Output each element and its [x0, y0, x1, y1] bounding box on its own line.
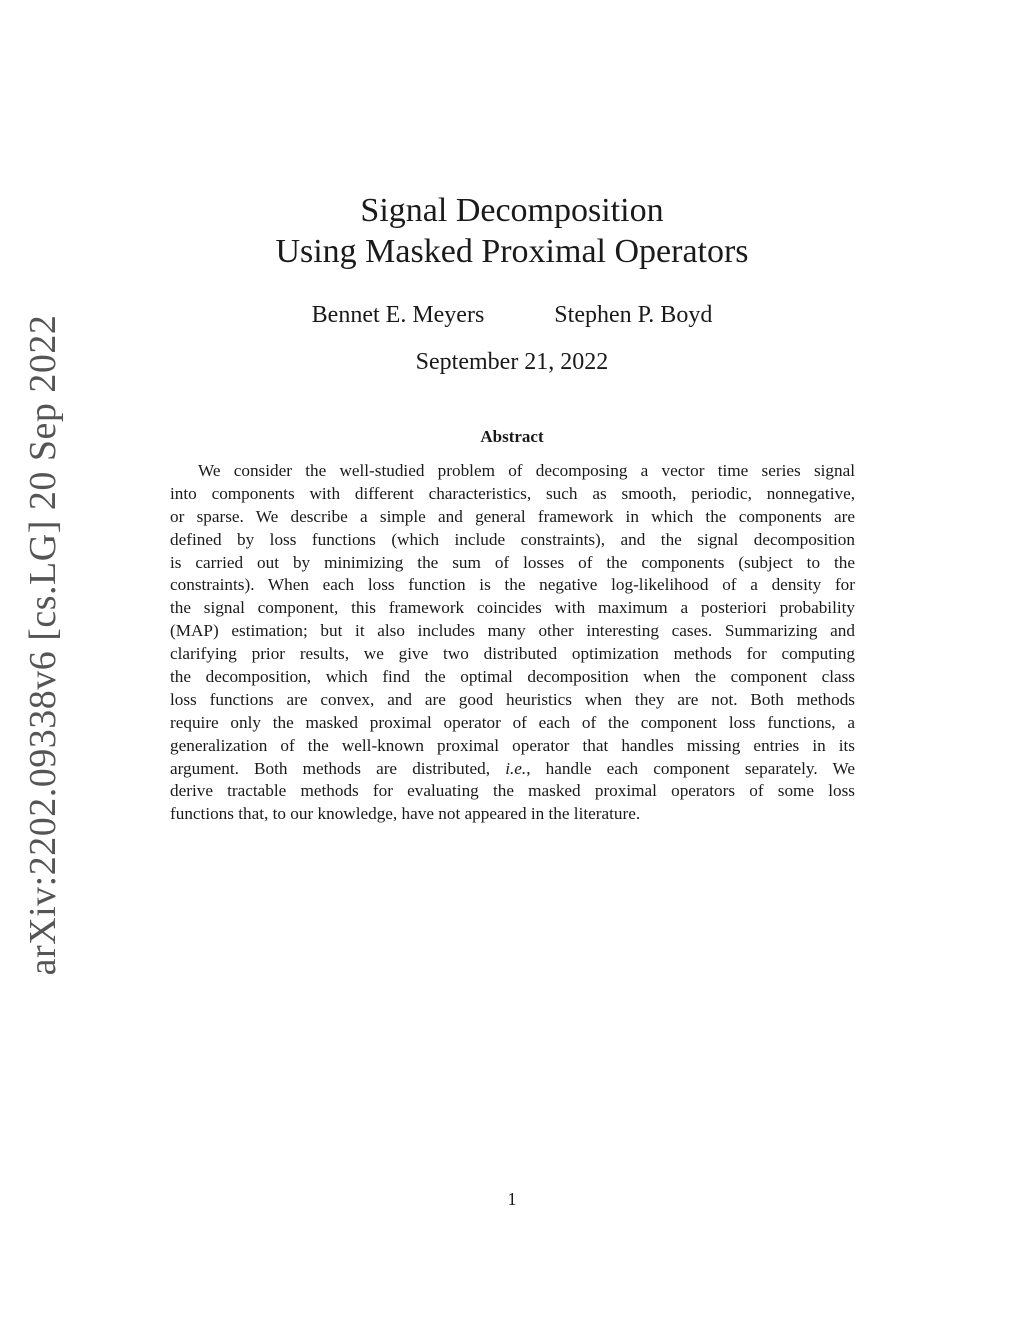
author-list — [0, 300, 1024, 330]
abstract-body — [170, 460, 855, 826]
abstract-text: argument. Both methods are distributed, — [170, 758, 506, 778]
abstract-line: constraints). When each loss function is the negative log-likelihood of a density for — [170, 575, 855, 595]
abstract-line: clarifying prior results, we give two distributed optimization methods for computing — [170, 644, 855, 664]
publication-date: September 21, 2022 — [415, 349, 609, 375]
abstract-line: defined by loss functions (which include constraints), and the signal decomposition — [170, 529, 855, 549]
page-number: 1 — [507, 1189, 517, 1209]
abstract-text: , handle each component separately. We — [526, 758, 856, 778]
author-2: Stephen P. Boyd — [554, 302, 713, 328]
author-1: Bennet E. Meyers — [311, 302, 485, 328]
abstract-line: loss functions are convex, and are good heuristics when they are not. Both methods — [170, 689, 855, 709]
abstract-line: functions that, to our knowledge, have not appeared in the literature. — [170, 804, 641, 824]
abstract-line-ie — [170, 758, 855, 781]
abstract-line: derive tractable methods for evaluating the masked proximal operators of some loss — [170, 781, 855, 801]
abstract-line: generalization of the well-known proximal operator that handles missing entries in its — [170, 735, 855, 755]
abstract-line: the decomposition, which find the optimal decomposition when the component class — [170, 667, 855, 687]
abstract-line: We consider the well-studied problem of decomposing a vector time series signal — [198, 461, 855, 480]
abstract-line: require only the masked proximal operator of each of the component loss functions, a — [170, 712, 855, 732]
paper-title-line-2: Using Masked Proximal Operators — [275, 233, 749, 270]
arxiv-identifier: arXiv:2202.09338v6 [cs.LG] 20 Sep 2022 — [22, 314, 64, 976]
abstract-line: (MAP) estimation; but it also includes many other interesting cases. Summarizing and — [170, 621, 855, 641]
abstract-heading: Abstract — [480, 427, 544, 446]
ie-italic: i.e. — [505, 758, 527, 778]
paper-title-line-1: Signal Decomposition — [360, 192, 664, 229]
abstract-line: is carried out by minimizing the sum of losses of the components (subject to the — [170, 552, 855, 572]
abstract-line: or sparse. We describe a simple and general framework in which the components are — [170, 506, 855, 526]
abstract-line: the signal component, this framework coincides with maximum a posteriori probability — [170, 598, 855, 618]
abstract-line: into components with different characteristics, such as smooth, periodic, nonnegative, — [170, 483, 855, 503]
